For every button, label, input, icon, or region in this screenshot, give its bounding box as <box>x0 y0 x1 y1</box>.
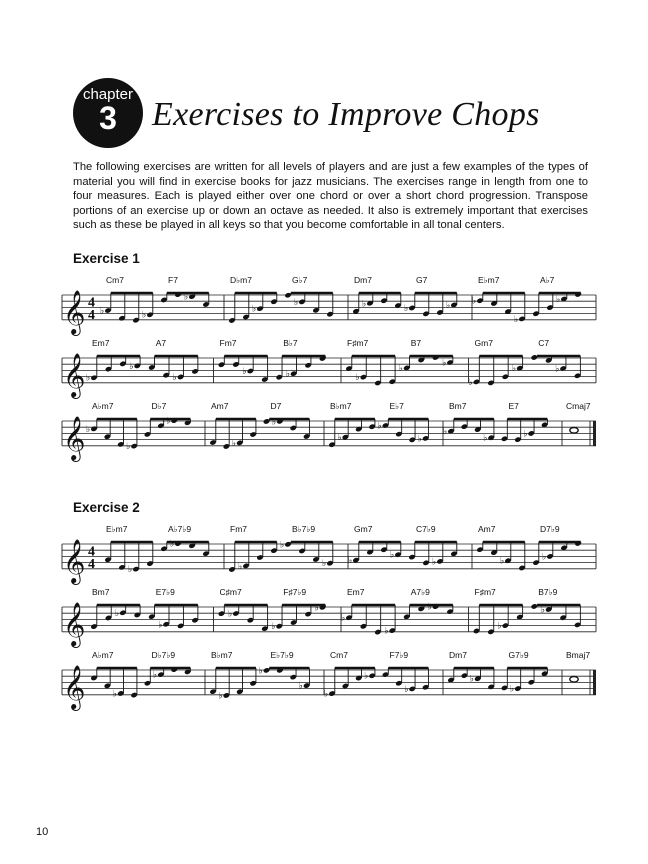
flat-icon: ♭ <box>377 421 382 432</box>
intro-paragraph: The following exercises are written for all levels of players and are just a few examples of the types of material you will find in exercise books for jazz musicians. The exercises range in length from one to four measures. Each is played either over one chord or over a short chord progression. Transpose portions of an exercise up or down an octave as needed. It also is extremely important that exercises such as these be played in all keys so that you become comfortable in all tonal centers. <box>73 161 588 232</box>
flat-icon: ♭ <box>483 433 488 444</box>
time-signature-top: 4 <box>88 544 95 560</box>
chord-symbol: G7♭9 <box>508 650 529 660</box>
chord-symbol: Cm7 <box>330 650 348 660</box>
flat-icon: ♭ <box>446 300 451 311</box>
flat-icon: ♭ <box>555 364 560 375</box>
chord-symbol: D♭m7 <box>230 275 252 285</box>
flat-icon: ♭ <box>514 314 519 325</box>
chord-symbol: D7♭9 <box>540 524 560 534</box>
flat-icon: ♭ <box>172 372 177 383</box>
exercise-1-heading: Exercise 1 <box>73 251 140 266</box>
flat-icon: ♭ <box>432 557 437 568</box>
treble-clef-icon: 𝄞 <box>63 664 86 709</box>
flat-icon: ♭ <box>218 691 223 702</box>
treble-clef-icon: 𝄞 <box>63 601 86 646</box>
flat-icon: ♭ <box>364 671 369 682</box>
chord-symbol: Cm7 <box>106 275 124 285</box>
flat-icon: ♭ <box>556 294 561 305</box>
time-signature-top: 4 <box>88 295 95 311</box>
chord-symbol: C♯m7 <box>219 587 242 597</box>
flat-icon: ♭ <box>184 292 189 303</box>
chord-symbol: A7 <box>155 338 167 348</box>
flat-icon: ♭ <box>542 552 547 563</box>
exercise-1-system-2 <box>62 338 596 399</box>
chord-symbol: Bmaj7 <box>566 650 591 660</box>
flat-icon: ♭ <box>231 438 236 449</box>
flat-icon: ♭ <box>341 613 346 624</box>
chord-symbol: E♭m7 <box>478 275 500 285</box>
flat-icon: ♭ <box>238 561 243 572</box>
flat-icon: ♭ <box>355 373 360 384</box>
flat-icon: ♭ <box>398 363 403 374</box>
flat-icon: ♭ <box>404 303 409 314</box>
chord-symbol: Dm7 <box>354 275 372 285</box>
treble-clef-icon: 𝄞 <box>63 352 86 397</box>
flat-icon: ♭ <box>252 304 257 315</box>
chapter-title: Exercises to Improve Chops <box>152 96 540 133</box>
flat-icon: ♭ <box>294 297 299 308</box>
flat-icon: ♭ <box>384 626 389 637</box>
time-signature-bottom: 4 <box>88 556 95 572</box>
chord-symbol: Fm7 <box>230 524 247 534</box>
treble-clef-icon: 𝄞 <box>63 415 86 460</box>
chord-symbol: Am7 <box>478 524 496 534</box>
flat-icon: ♭ <box>540 605 545 616</box>
chapter-number: 3 <box>99 100 117 136</box>
chord-symbol: Am7 <box>211 401 229 411</box>
chord-symbol: B7 <box>410 338 422 348</box>
final-barline-thick <box>593 670 596 695</box>
chord-symbol: E♭7♭9 <box>270 650 294 660</box>
exercise-2-system-2 <box>62 587 596 648</box>
flat-icon: ♭ <box>497 621 502 632</box>
flat-icon: ♭ <box>472 296 477 307</box>
chord-symbol: Gm7 <box>354 524 373 534</box>
flat-icon: ♭ <box>298 681 303 692</box>
chapter-label: chapter <box>82 86 134 103</box>
whole-note <box>570 428 578 434</box>
note-head <box>284 292 291 298</box>
chord-symbol: E7♭9 <box>155 587 175 597</box>
flat-icon: ♭ <box>322 559 327 570</box>
flat-icon: ♭ <box>468 377 473 388</box>
flat-icon: ♭ <box>242 367 247 378</box>
flat-icon: ♭ <box>129 361 134 372</box>
chord-symbol: F7♭9 <box>389 650 409 660</box>
flat-icon: ♭ <box>442 358 447 369</box>
chord-symbol: E♭m7 <box>106 524 128 534</box>
flat-icon: ♭ <box>158 620 163 631</box>
chord-symbol: Cmaj7 <box>566 401 591 411</box>
flat-icon: ♭ <box>112 689 117 700</box>
flat-icon: ♭ <box>417 434 422 445</box>
exercise-2-system-3 <box>62 650 596 711</box>
chord-symbol: Bm7 <box>92 587 110 597</box>
flat-icon: ♭ <box>285 369 290 380</box>
flat-icon: ♭ <box>114 608 120 619</box>
flat-icon: ♭ <box>280 540 285 551</box>
chord-symbol: F♯m7 <box>347 338 369 348</box>
flat-icon: ♭ <box>427 602 432 613</box>
flat-icon: ♭ <box>142 310 147 321</box>
chord-symbol: A♭m7 <box>92 401 114 411</box>
flat-icon: ♭ <box>443 427 448 438</box>
chord-symbol: C7♭9 <box>416 524 436 534</box>
flat-icon: ♭ <box>314 603 319 614</box>
time-signature-bottom: 4 <box>88 307 95 323</box>
flat-icon: ♭ <box>128 565 133 576</box>
chord-symbol: B♭m7 <box>330 401 352 411</box>
exercise-2-heading: Exercise 2 <box>73 500 140 515</box>
chord-symbol: Fm7 <box>219 338 237 348</box>
chord-symbol: F♯7♭9 <box>283 587 307 597</box>
chord-symbol: E7 <box>508 401 519 411</box>
flat-icon: ♭ <box>166 416 171 427</box>
flat-icon: ♭ <box>511 364 517 375</box>
chord-symbol: Bm7 <box>449 401 467 411</box>
chord-symbol: A7♭9 <box>410 587 430 597</box>
chord-symbol: B♭7 <box>283 338 298 348</box>
chord-symbol: F7 <box>168 275 178 285</box>
chord-symbol: A♭7♭9 <box>168 524 192 534</box>
flat-icon: ♭ <box>227 609 233 620</box>
chord-symbol: Dm7 <box>449 650 467 660</box>
flat-icon: ♭ <box>523 429 528 440</box>
chord-symbol: F♯m7 <box>474 587 496 597</box>
flat-icon: ♭ <box>469 674 474 685</box>
chord-symbol: G7 <box>416 275 428 285</box>
chord-symbol: E♭7 <box>389 401 404 411</box>
flat-icon: ♭ <box>390 550 395 561</box>
flat-icon: ♭ <box>348 556 353 567</box>
treble-clef-icon: 𝄞 <box>63 538 86 583</box>
treble-clef-icon: 𝄞 <box>63 289 86 334</box>
flat-icon: ♭ <box>404 684 409 695</box>
chord-symbol: A♭m7 <box>92 650 114 660</box>
flat-icon: ♭ <box>152 670 158 681</box>
exercise-2-system-1 <box>62 524 596 585</box>
chord-symbol: D♭7 <box>151 401 167 411</box>
flat-icon: ♭ <box>324 689 329 700</box>
chord-symbol: B♭7♭9 <box>292 524 316 534</box>
page-number: 10 <box>36 826 49 838</box>
exercise-1-system-3 <box>62 401 596 462</box>
chord-symbol: Em7 <box>92 338 110 348</box>
whole-note <box>570 677 578 683</box>
flat-icon: ♭ <box>337 433 342 444</box>
flat-icon: ♭ <box>362 299 367 310</box>
chord-symbol: C7 <box>538 338 550 348</box>
flat-icon: ♭ <box>86 373 91 384</box>
flat-icon: ♭ <box>126 442 131 453</box>
flat-icon: ♭ <box>509 684 515 695</box>
chord-symbol: D♭7♭9 <box>151 650 176 660</box>
exercise-1-system-1 <box>62 275 596 336</box>
flat-icon: ♭ <box>258 666 263 677</box>
flat-icon: ♭ <box>500 556 505 567</box>
final-barline-thick <box>593 421 596 446</box>
flat-icon: ♭ <box>271 417 277 428</box>
flat-icon: ♭ <box>271 622 276 633</box>
chord-symbol: B♭m7 <box>211 650 233 660</box>
chord-symbol: B7♭9 <box>538 587 558 597</box>
flat-icon: ♭ <box>170 539 175 550</box>
chord-symbol: D7 <box>270 401 282 411</box>
chord-symbol: A♭7 <box>540 275 555 285</box>
chord-symbol: G♭7 <box>292 275 308 285</box>
flat-icon: ♭ <box>100 306 105 317</box>
chord-symbol: Gm7 <box>474 338 493 348</box>
chord-symbol: Em7 <box>347 587 365 597</box>
flat-icon: ♭ <box>86 424 91 435</box>
